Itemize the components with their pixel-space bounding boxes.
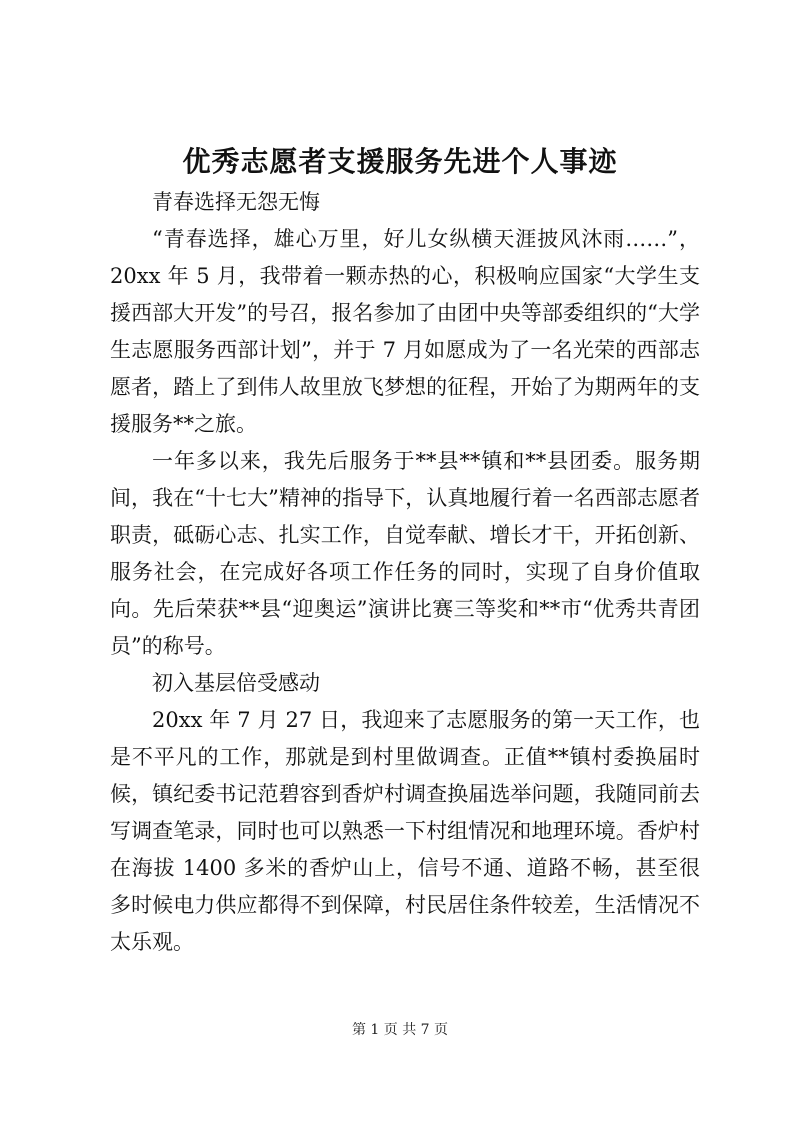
paragraph-service-period: 一年多以来，我先后服务于**县**镇和**县团委。服务期间，我在“十七大”精神的指导下，认真地履行着一名西部志愿者职责，砥砺心志、扎实工作，自觉奉献、增长才干，开拓创新、服务社会，在完成好各项工作任务的同时，实现了自身价值取向。先后荣获**县“迎奥运”演讲比赛三等奖和**市“优秀共青团员”的称号。 bbox=[110, 449, 700, 658]
paragraph-first-day: 20xx 年 7 月 27 日，我迎来了志愿服务的第一天工作，也是不平凡的工作，那就是到村里做调查。正值**镇村委换届时候，镇纪委书记范碧容到香炉村调查换届选举问题，我随同前去写调查笔录，同时也可以熟悉一下村组情况和地理环境。香炉村在海拔 1400 多米的香炉山上，信号不通、道路不畅，甚至很多时候电力供应都得不到保障，村民居住条件较差，生活情况不太乐观。 bbox=[110, 708, 700, 954]
page-footer: 第 1 页 共 7 页 bbox=[351, 1022, 449, 1038]
paragraph-intro: “青春选择，雄心万里，好儿女纵横天涯披风沐雨……”，20xx 年 5 月，我带着一颗赤热的心，积极响应国家“大学生支援西部大开发”的号召，报名参加了由团中央等部委组织的“大学生志愿服务西部计划”，并于 7 月如愿成为了一名光荣的西部志愿者，踏上了到伟人故里放飞梦想的征程，开始了为期两年的支援服务**之旅。 bbox=[110, 227, 700, 436]
section-heading-grassroots: 初入基层倍受感动 bbox=[152, 671, 320, 695]
section-heading-youth-choice: 青春选择无怨无悔 bbox=[152, 190, 320, 214]
document-title: 优秀志愿者支援服务先进个人事迹 bbox=[182, 145, 618, 178]
document-body bbox=[110, 184, 700, 961]
